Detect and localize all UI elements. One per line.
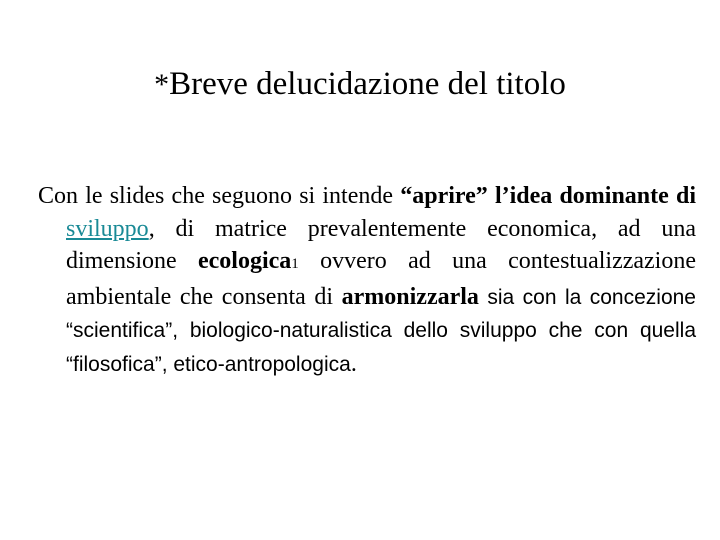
paragraph-bold-armonizzarla: armonizzarla [341,283,479,310]
paragraph-text-1: Con le slides che seguono si intende [38,183,401,209]
title-text: Breve delucidazione del titolo [169,66,566,102]
paragraph-bold-ecologica: ecologica [198,248,292,274]
paragraph-text-6: . [350,350,357,377]
body-paragraph [38,180,696,381]
paragraph-bold-1: “aprire” l’idea dominante di [400,183,696,209]
sviluppo-link[interactable]: sviluppo [66,215,149,242]
paragraph-text-4: ovvero ad una contestualizzazione ambientale che consenta di [66,248,696,310]
footnote-mark: 1 [291,256,299,272]
slide-title [0,62,720,107]
title-asterisk: * [154,68,170,101]
paragraph-text-3: , di matrice prevalentemente economica, ad una dimensione [66,215,696,274]
paragraph-text-5: sia con la concezione “scientifica”, biologico-naturalistica dello sviluppo che con quella “filosofica”, etico-antropologica [66,285,696,376]
